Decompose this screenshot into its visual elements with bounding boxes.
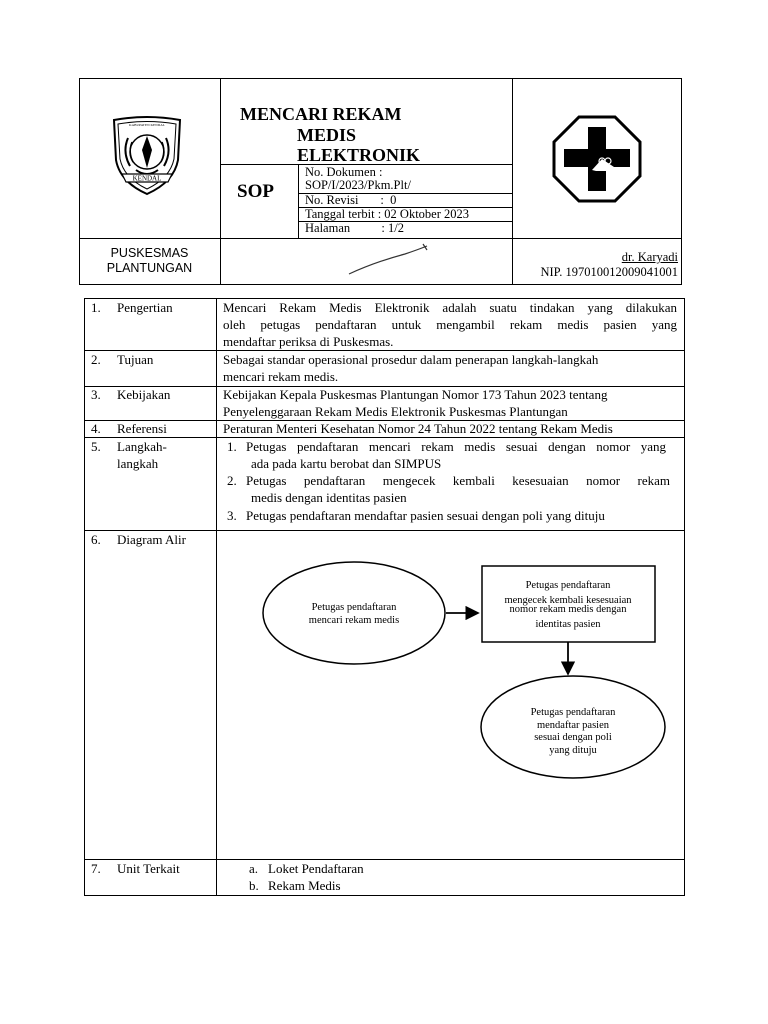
row-4-text-line1: Peraturan Menteri Kesehatan Nomor 24 Tahun 2022 tentang Rekam Medis [223,421,613,436]
flow-node-1 [263,562,445,664]
flow-node-2-line3: nomor rekam medis dengan [509,604,627,615]
seal-bottom-text: KENDAL [132,174,162,183]
step-1-number: 1. [227,439,237,454]
row-3-label: Kebijakan [117,387,171,402]
row-5-label-line2: langkah [117,456,159,471]
row-4-label: Referensi [117,421,167,436]
row-3-number: 3. [91,387,101,402]
row-4-number: 4. [91,421,101,436]
puskesmas-logo [552,115,642,203]
row-5-number: 5. [91,439,101,454]
regency-seal-logo [106,112,188,198]
flow-node-3-line1: Petugas pendaftaran [530,707,616,718]
page-number: Halaman : 1/2 [305,221,404,235]
org-name-line1: PUSKESMAS [110,246,189,260]
org-name-line2: PLANTUNGAN [106,261,193,275]
step-1-line2: ada pada kartu berobat dan SIMPUS [251,456,442,471]
flow-node-2 [482,566,655,642]
doc-number-value: SOP/I/2023/Pkm.Plt/ [305,178,411,192]
row-5-label-line1: Langkah- [117,439,167,454]
step-2-line1: Petugas pendaftaran mengecek kembali kesesuaian nomor rekam [246,473,670,488]
row-1-number: 1. [91,300,101,315]
seal-top-text: KABUPATEN KENDAL [129,123,165,127]
step-1-line1: Petugas pendaftaran mencari rekam medis sesuai dengan nomor yang [246,439,666,454]
unit-b-text: Rekam Medis [268,878,341,893]
document-title-line3: ELEKTRONIK [297,145,421,165]
row-3-text-line2: Penyelenggaraan Rekam Medis Elektronik Puskesmas Plantungan [223,404,568,419]
row-7-label: Unit Terkait [117,861,180,876]
flow-node-1-line2: mencari rekam medis [308,615,400,626]
row-6-label: Diagram Alir [117,532,186,547]
row-6-number: 6. [91,532,101,547]
flow-node-2-line2: mengecek kembali kesesuaian [504,595,632,606]
issue-date: Tanggal terbit : 02 Oktober 2023 [305,207,470,221]
step-3-number: 3. [227,508,237,523]
signer-name: dr. Karyadi [621,250,678,264]
row-1-text-line1: Mencari Rekam Medis Elektronik adalah suatu tindakan yang dilakukan [223,300,677,315]
document-title-line2: MEDIS [297,125,357,145]
step-2-line2: medis dengan identitas pasien [251,490,407,505]
row-2-text-line2: mencari rekam medis. [223,369,339,384]
flow-node-3-line4: yang dituju [549,745,597,756]
flow-node-1-line1: Petugas pendaftaran [311,602,397,613]
row-2-number: 2. [91,352,101,367]
row-1-text-line3: mendaftar periksa di Puskesmas. [223,334,394,349]
flow-node-3-line2: mendaftar pasien [536,720,610,731]
step-2-number: 2. [227,473,237,488]
signer-nip: NIP. 197010012009041001 [540,265,678,279]
document-title-line1: MENCARI REKAM [240,104,402,124]
unit-a-marker: a. [249,861,259,876]
flow-node-2-line4: identitas pasien [535,619,601,630]
row-2-text-line1: Sebagai standar operasional prosedur dalam penerapan langkah-langkah [223,352,599,367]
flow-node-2-line1: Petugas pendaftaran [525,580,611,591]
doc-number-label: No. Dokumen : [305,165,383,179]
row-1-label: Pengertian [117,300,173,315]
flowchart [217,531,684,859]
revision-number: No. Revisi : 0 [305,193,397,207]
flow-node-3 [481,676,665,778]
row-2-label: Tujuan [117,352,154,367]
sop-label: SOP [237,181,274,202]
row-7-number: 7. [91,861,101,876]
unit-b-marker: b. [249,878,259,893]
row-3-text-line1: Kebijakan Kepala Puskesmas Plantungan Nomor 173 Tahun 2023 tentang [223,387,608,402]
signature [345,238,435,278]
row-1-text-line2: oleh petugas pendaftaran untuk mengambil rekam medis pasien yang [223,317,677,332]
unit-a-text: Loket Pendaftaran [268,861,364,876]
flow-node-3-line3: sesuai dengan poli [534,732,612,743]
step-3-line1: Petugas pendaftaran mendaftar pasien sesuai dengan poli yang dituju [246,508,605,523]
